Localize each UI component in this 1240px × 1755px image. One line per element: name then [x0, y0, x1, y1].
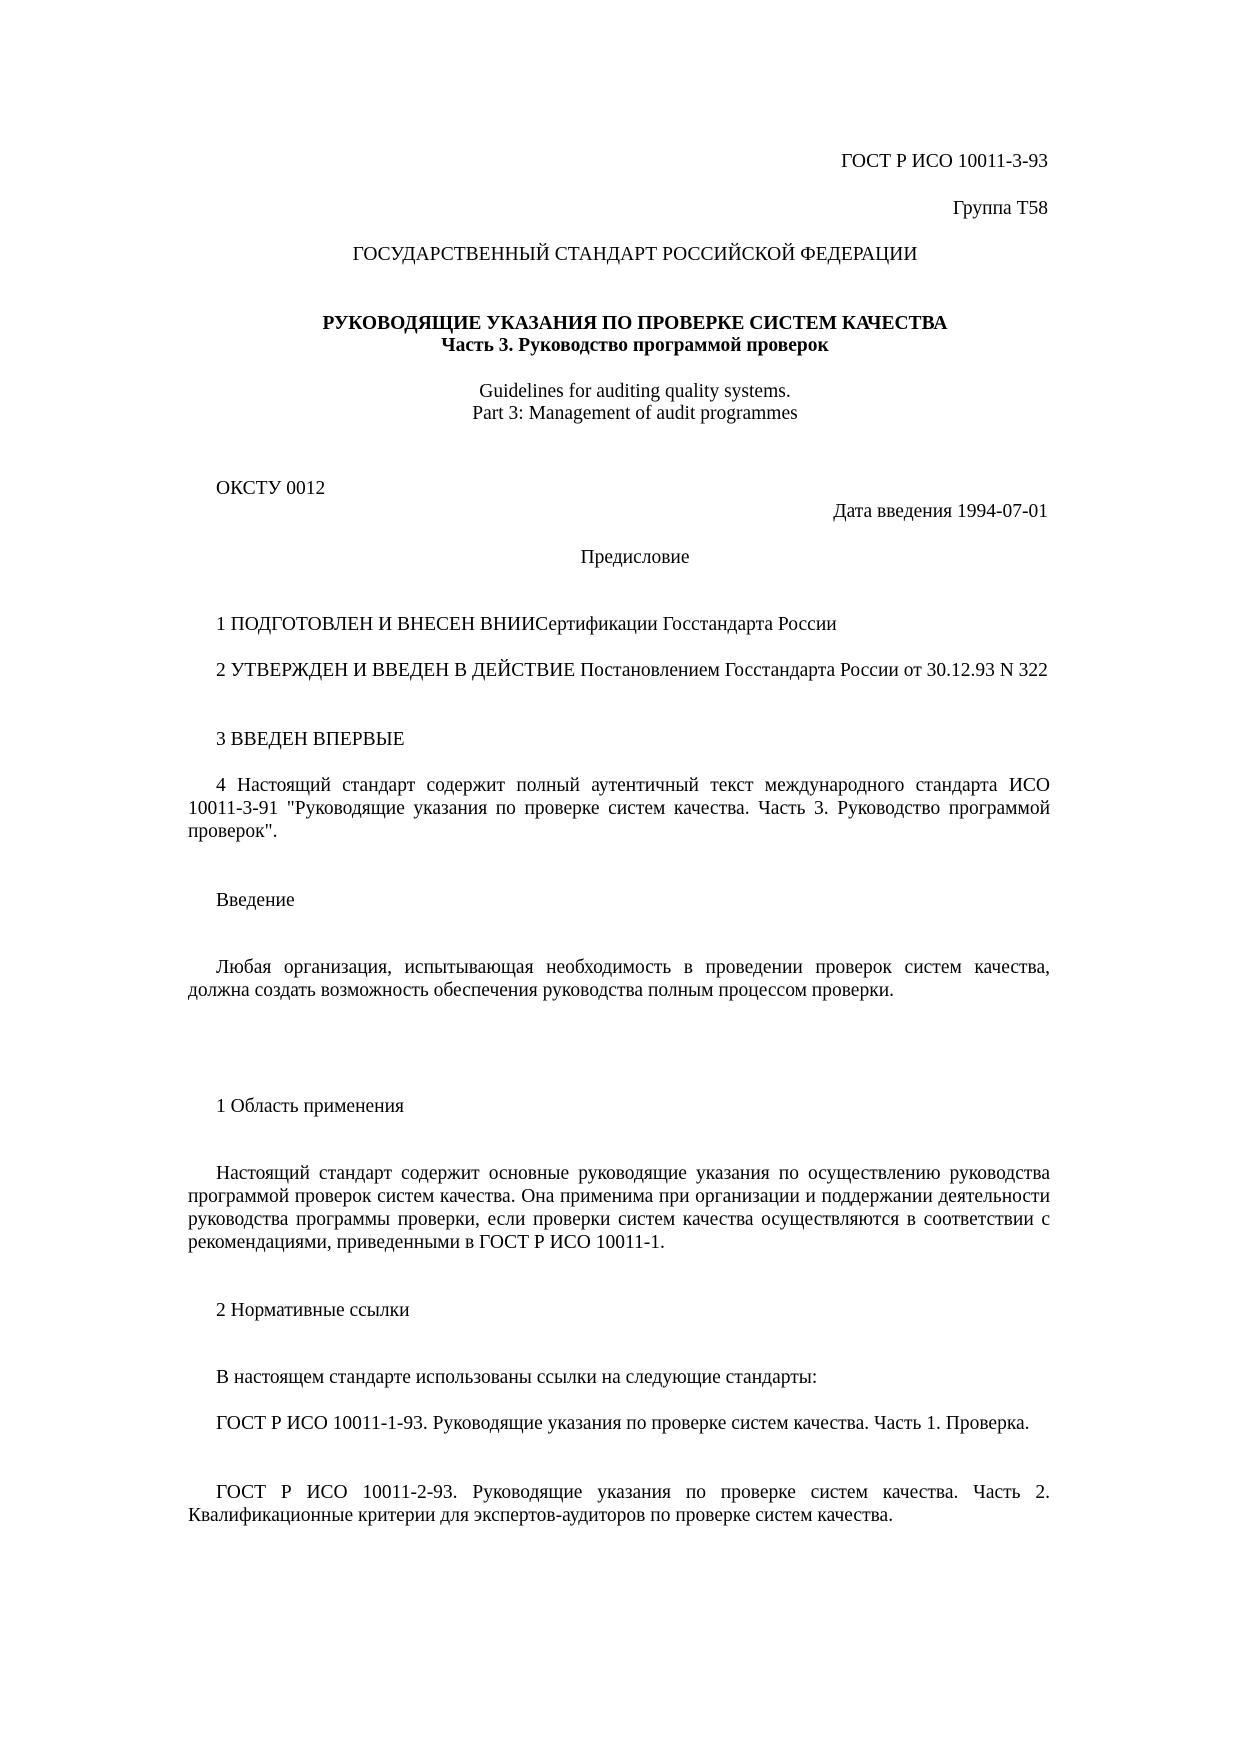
introduction-date: Дата введения 1994-07-01 [833, 501, 1048, 522]
normative-reference: ГОСТ Р ИСО 10011-1-93. Руководящие указания по проверке систем качества. Часть 1. Проверка. [216, 1413, 1030, 1434]
foreword-item: 1 ПОДГОТОВЛЕН И ВНЕСЕН ВНИИСертификации Госстандарта России [216, 614, 837, 635]
english-title-line-1: Guidelines for auditing quality systems. [479, 381, 791, 402]
document-number: ГОСТ Р ИСО 10011-3-93 [841, 151, 1048, 172]
section-2-heading: 2 Нормативные ссылки [216, 1300, 410, 1321]
classification-group: Группа Т58 [952, 198, 1048, 219]
document-title: РУКОВОДЯЩИЕ УКАЗАНИЯ ПО ПРОВЕРКЕ СИСТЕМ КАЧЕСТВА [322, 313, 948, 334]
document-subtitle: Часть 3. Руководство программой проверок [441, 335, 829, 356]
state-standard-heading: ГОСУДАРСТВЕННЫЙ СТАНДАРТ РОССИЙСКОЙ ФЕДЕРАЦИИ [352, 244, 918, 265]
introduction-paragraph: Любая организация, испытывающая необходимость в проведении проверок систем качества, должна создать возможность обеспечения руководства полным процессом проверки. [188, 957, 1050, 1001]
section-2-intro: В настоящем стандарте использованы ссылки на следующие стандарты: [216, 1367, 818, 1388]
foreword-item: 2 УТВЕРЖДЕН И ВВЕДЕН В ДЕЙСТВИЕ Постановлением Госстандарта России от 30.12.93 N 322 [216, 660, 1048, 681]
section-1-heading: 1 Область применения [216, 1096, 405, 1117]
foreword-item: 3 ВВЕДЕН ВПЕРВЫЕ [216, 729, 405, 750]
okstu-code: ОКСТУ 0012 [216, 478, 326, 499]
section-1-paragraph: Настоящий стандарт содержит основные руководящие указания по осуществлению руководства программой проверок систем качества. Она применима при организации и поддержании деятельности руководства программы проверки, если проверки систем качества осуществляются в соответствии с рекомендациями, приведенными в ГОСТ Р ИСО 10011-1. [188, 1163, 1050, 1253]
foreword-heading: Предисловие [580, 547, 690, 568]
introduction-heading: Введение [216, 890, 295, 911]
normative-reference: ГОСТ Р ИСО 10011-2-93. Руководящие указания по проверке систем качества. Часть 2. Квалификационные критерии для экспертов-аудиторов по проверке систем качества. [188, 1482, 1050, 1526]
english-title-line-2: Part 3: Management of audit programmes [472, 403, 798, 424]
foreword-item: 4 Настоящий стандарт содержит полный аутентичный текст международного стандарта ИСО 10011-3-91 "Руководящие указания по проверке систем качества. Часть 3. Руководство программой проверок". [188, 775, 1050, 842]
